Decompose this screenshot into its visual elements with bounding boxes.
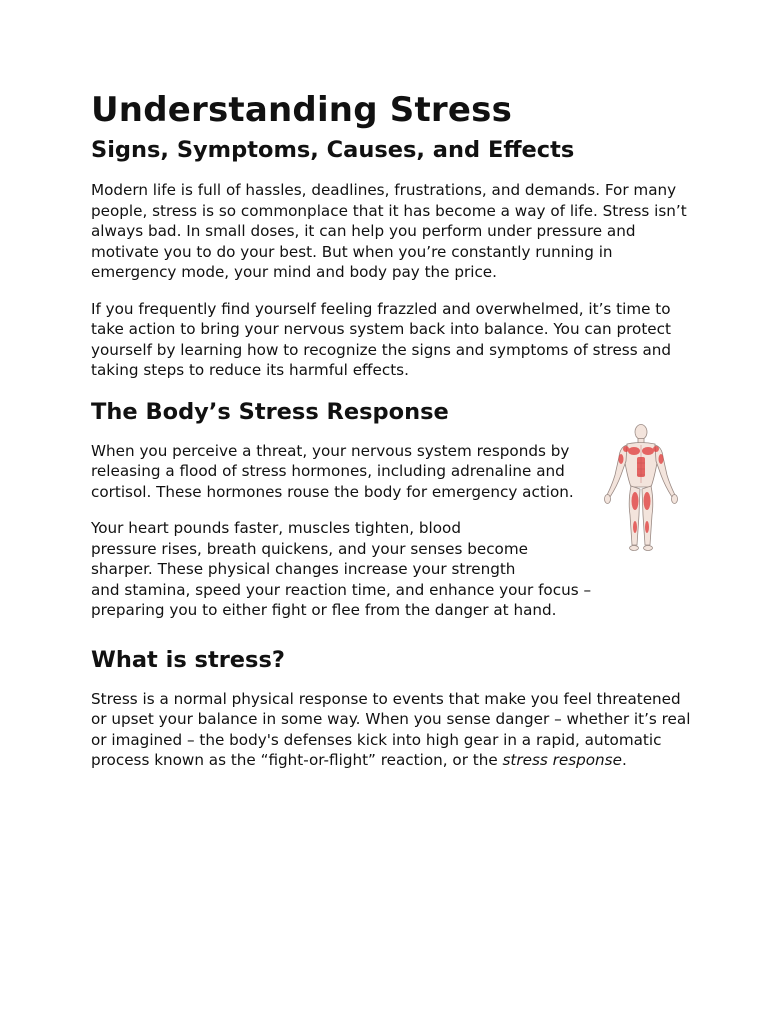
stress-response-heading: The Body’s Stress Response bbox=[91, 398, 449, 425]
stress-response-section bbox=[91, 397, 691, 621]
intro-paragraph-1: Modern life is full of hassles, deadlines, frustrations, and demands. For many people, stress is so commonplace that it has become a way of life. Stress isn’t always bad. In small doses, it can help you perform under pressure and motivate you to do your best. But when you’re constantly running in emergency mode, your mind and body pay the price. bbox=[91, 181, 687, 281]
page-subtitle: Signs, Symptoms, Causes, and Effects bbox=[91, 137, 575, 163]
stress-response-term: stress response bbox=[502, 751, 622, 769]
page-title: Understanding Stress bbox=[91, 90, 513, 130]
what-is-stress-text: Stress is a normal physical response to events that make you feel threatened or upset your balance in some way. When you sense danger – whether it’s real or imagined – the body's defenses kick into high gear in a rapid, automatic process known as the “fight-or-flight” reaction, or the bbox=[91, 689, 691, 769]
stress-response-paragraph-1: When you perceive a threat, your nervous system responds by releasing a flood of stress hormones, including adrenaline and cortisol. These hormones rouse the body for emergency action. bbox=[91, 441, 574, 501]
intro-paragraph-2: If you frequently find yourself feeling frazzled and overwhelmed, it’s time to take action to bring your nervous system back into balance. You can protect yourself by learning how to recognize the signs and symptoms of stress and taking steps to reduce its harmful effects. bbox=[91, 299, 672, 379]
what-is-stress-end: . bbox=[621, 751, 627, 769]
what-is-stress-section bbox=[91, 645, 691, 771]
stress-response-paragraph-2 bbox=[91, 518, 677, 621]
document-page bbox=[91, 88, 691, 771]
what-is-stress-heading: What is stress? bbox=[91, 646, 285, 673]
stress-response-line-1: Your heart pounds faster, muscles tighten, blood bbox=[91, 519, 461, 537]
stress-response-line-2: pressure rises, breath quickens, and your senses become bbox=[91, 539, 528, 558]
what-is-stress-paragraph bbox=[91, 689, 691, 771]
stress-response-line-5: preparing you to either fight or flee from the danger at hand. bbox=[91, 601, 557, 619]
human-body-figure-icon bbox=[599, 423, 683, 553]
stress-response-line-4: and stamina, speed your reaction time, and enhance your focus – bbox=[91, 580, 592, 599]
stress-response-line-3: sharper. These physical changes increase your strength bbox=[91, 560, 516, 578]
